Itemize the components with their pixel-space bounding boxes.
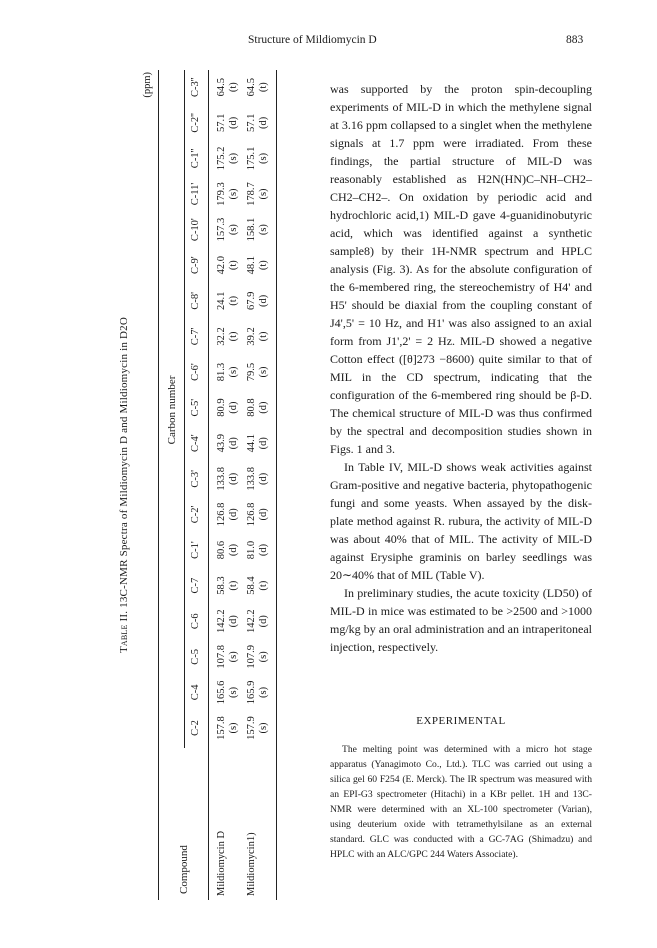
table-cell [246,281,270,321]
table-cell [216,245,240,285]
cell-shift-value: 81.3 [216,362,227,382]
table-cell [216,423,240,463]
table-cell [246,423,270,463]
column-header: C-11' [190,182,201,206]
cell-multiplicity: (d) [258,472,269,485]
cell-multiplicity: (t) [228,580,239,591]
table-caption [118,70,130,900]
cell-multiplicity: (s) [258,366,269,378]
cell-shift-value: 43.9 [216,434,227,453]
column-header: C-4 [190,684,201,701]
table-cell [246,530,270,570]
cell-multiplicity: (d) [258,508,269,521]
cell-multiplicity: (s) [228,722,239,734]
cell-shift-value: 58.3 [216,576,227,595]
cell-shift-value: 39.2 [246,327,257,346]
cell-shift-value: 157.9 [246,716,257,740]
body-paragraph-1: was supported by the proton spin-decoupling experiments of MIL-D in which the methylene signal at 3.16 ppm collapsed to a singlet when the methylene signals at 1.7 ppm were irradiated. From these findings, the partial structure of MIL-D was reasonably established as H2N(HN)C–NH–CH2–CH2–CH2–. On oxidation by periodic acid and hydrochloric acid,1) MIL-D gave 4-guanidinobutyric acid, which was identified against a synthetic sample8) by their 1H-NMR spectrum and HPLC analysis (Fig. 3). As for the absolute configuration of the 6-membered ring, the stereochemistry of H4' and H5' should be diaxial from the coupling constant of J4',5' = 10 Hz, and H1' was also assigned to an axial form from J1',2' = 2 Hz. MIL-D showed a negative Cotton effect ([θ]273 −8600) quite similar to that of MIL in the CD spectrum, indicating that the configuration of the 6-membered ring should be β-D. The chemical structure of MIL-D was thus confirmed by the spectral and decomposition studies shown in Figs. 1 and 3. [330,82,592,456]
page-number: 883 [566,34,584,46]
column-header: C-7' [190,327,201,346]
table-cell [216,67,240,107]
cell-shift-value: 48.1 [246,256,257,275]
cell-multiplicity: (t) [258,331,269,342]
cell-shift-value: 133.8 [216,467,227,491]
column-header: C-1' [190,541,201,559]
cell-shift-value: 157.3 [216,217,227,242]
cell-multiplicity: (s) [228,224,239,236]
rotated-table [118,70,278,900]
running-head: Structure of Mildiomycin D [248,34,377,46]
table-cell [216,103,240,143]
cell-shift-value: 175.2 [216,146,227,171]
cell-multiplicity: (s) [258,722,269,734]
table-cell [246,352,270,392]
column-header: C-4' [190,434,201,453]
cell-multiplicity: (d) [258,116,269,129]
cell-shift-value: 24.1 [216,291,227,310]
cell-multiplicity: (s) [228,188,239,200]
table-cell [216,494,240,534]
cell-multiplicity: (t) [258,260,269,271]
cell-shift-value: 126.8 [216,502,227,527]
cell-shift-value: 107.9 [246,645,257,669]
column-header: C-2 [190,720,201,736]
cell-multiplicity: (d) [228,543,239,557]
table-cell [216,281,240,321]
table-cell [216,352,240,392]
cell-shift-value: 64.5 [246,78,257,97]
table-cell [246,67,270,107]
table-cell [216,138,240,178]
cell-shift-value: 80.9 [216,398,227,417]
table-cell [246,637,270,677]
column-header: C-3'' [190,77,201,97]
column-header: C-10' [190,218,201,242]
cell-multiplicity: (s) [258,188,269,200]
body-paragraph-2: In Table IV, MIL-D shows weak activities against Gram-positive and negative bacteria, phytopathogenic fungi and some yeasts. When assayed by the disk-plate method against R. rubura, the activity of MIL-D was about 40% that of MIL. The activity of MIL-D against Erysiphe graminis on barley seedlings was 20∼40% that of MIL (Table V). [330,460,592,582]
cell-multiplicity: (t) [228,331,239,342]
nmr-table [118,70,278,900]
column-header: C-3' [190,469,201,488]
cell-multiplicity: (s) [228,686,239,698]
cell-multiplicity: (d) [228,508,239,521]
cell-shift-value: 42.0 [216,256,227,275]
table-cell [246,316,270,356]
table-cell [246,245,270,285]
table-cell [216,530,240,570]
table-cell [216,459,240,499]
column-header: C-2' [190,505,201,524]
column-header: C-6 [190,613,201,630]
cell-multiplicity: (s) [258,224,269,236]
cell-multiplicity: (d) [258,401,269,414]
cell-shift-value: 165.9 [246,680,257,705]
column-header: C-5 [190,648,201,665]
cell-shift-value: 80.6 [216,540,227,560]
cell-shift-value: 44.1 [246,434,257,453]
cell-shift-value: 178.7 [246,182,257,206]
body-paragraph-3: In preliminary studies, the acute toxicity (LD50) of MIL-D in mice was estimated to be >2500 and >1000 mg/kg by an oral administration and an intraperitoneal injection, respectively. [330,586,592,654]
column-header: C-8' [190,291,201,310]
table-top-rule [158,70,159,900]
cell-shift-value: 107.8 [216,645,227,669]
cell-shift-value: 179.3 [216,182,227,206]
table-cell [216,708,240,748]
table-cell [246,103,270,143]
cell-multiplicity: (d) [258,543,269,557]
column-header: C-7 [190,577,201,594]
table-cell [216,637,240,677]
table-cell [216,601,240,641]
cell-multiplicity: (s) [228,152,239,164]
cell-shift-value: 32.2 [216,327,227,346]
cell-shift-value: 157.8 [216,716,227,740]
table-unit: (ppm) [142,72,153,98]
table-cell [216,566,240,606]
table-cell [246,708,270,748]
cell-shift-value: 58.4 [246,576,257,595]
cell-shift-value: 67.9 [246,291,257,310]
cell-multiplicity: (t) [228,260,239,271]
cell-shift-value: 165.6 [216,680,227,705]
cell-multiplicity: (t) [258,82,269,93]
column-header: C-1'' [190,148,201,169]
table-cell [216,174,240,214]
table-cell [216,672,240,712]
table-cell [246,494,270,534]
cell-multiplicity: (s) [228,366,239,378]
cell-shift-value: 79.5 [246,362,257,382]
column-header: C-2'' [190,113,201,133]
cell-shift-value: 80.8 [246,398,257,417]
cell-shift-value: 81.0 [246,540,257,560]
cell-shift-value: 57.1 [246,113,257,132]
carbon-number-header: Carbon number [166,375,178,445]
table-cell [216,388,240,428]
table-caption-prefix: Table II. [118,610,130,654]
compound-header: Compound [178,845,190,894]
table-cell [216,210,240,250]
cell-multiplicity: (t) [228,295,239,306]
cell-shift-value: 133.8 [246,467,257,491]
cell-shift-value: 175.1 [246,146,257,171]
table-cell [246,566,270,606]
cell-multiplicity: (s) [228,651,239,663]
cell-multiplicity: (t) [228,82,239,93]
group-subrule [184,70,185,748]
table-cell [246,601,270,641]
cell-multiplicity: (s) [258,651,269,663]
table-cell [246,672,270,712]
row-compound-name: Mildiomycin D [216,830,227,896]
column-header: C-5' [190,398,201,417]
table-cell [246,459,270,499]
table-bottom-rule [276,70,277,900]
cell-shift-value: 142.2 [246,609,257,634]
row-compound-name: Mildiomycin1) [246,832,257,896]
body-text-column [330,80,592,656]
column-header: C-9' [190,256,201,275]
experimental-heading: EXPERIMENTAL [416,715,506,727]
cell-multiplicity: (s) [258,686,269,698]
cell-multiplicity: (t) [258,580,269,591]
table-cell [246,388,270,428]
cell-shift-value: 64.5 [216,78,227,97]
table-cell [216,316,240,356]
cell-multiplicity: (d) [228,116,239,129]
table-caption-text: 13C-NMR Spectra of Mildiomycin D and Mildiomycin in D2O [118,316,130,608]
cell-multiplicity: (d) [228,437,239,450]
cell-multiplicity: (d) [228,615,239,628]
cell-shift-value: 57.1 [216,113,227,132]
cell-shift-value: 142.2 [216,609,227,634]
table-cell [246,138,270,178]
column-header: C-6' [190,363,201,381]
experimental-text: The melting point was determined with a micro hot stage apparatus (Yanagimoto Co., Ltd.). TLC was carried out using a silica gel 60 F254 (E. Merck). The IR spectrum was measured with an EPI-G3 spectrometer (Hitachi) in a KBr pellet. 1H and 13C-NMR were determined with an XL-100 spectrometer (Varian), using deuterium oxide with tetramethylsilane as an external standard. GLC was conducted with a GC-7AG (Shimadzu) and HPLC with an ALC/GPC 244 Waters Associate). [330,744,592,860]
cell-shift-value: 126.8 [246,502,257,527]
cell-shift-value: 158.1 [246,217,257,242]
table-cell [246,174,270,214]
table-cell [246,210,270,250]
cell-multiplicity: (d) [258,615,269,628]
cell-multiplicity: (d) [228,472,239,485]
cell-multiplicity: (s) [258,152,269,164]
cell-multiplicity: (d) [258,294,269,307]
header-rule [208,70,209,900]
cell-multiplicity: (d) [228,401,239,414]
cell-multiplicity: (d) [258,437,269,450]
